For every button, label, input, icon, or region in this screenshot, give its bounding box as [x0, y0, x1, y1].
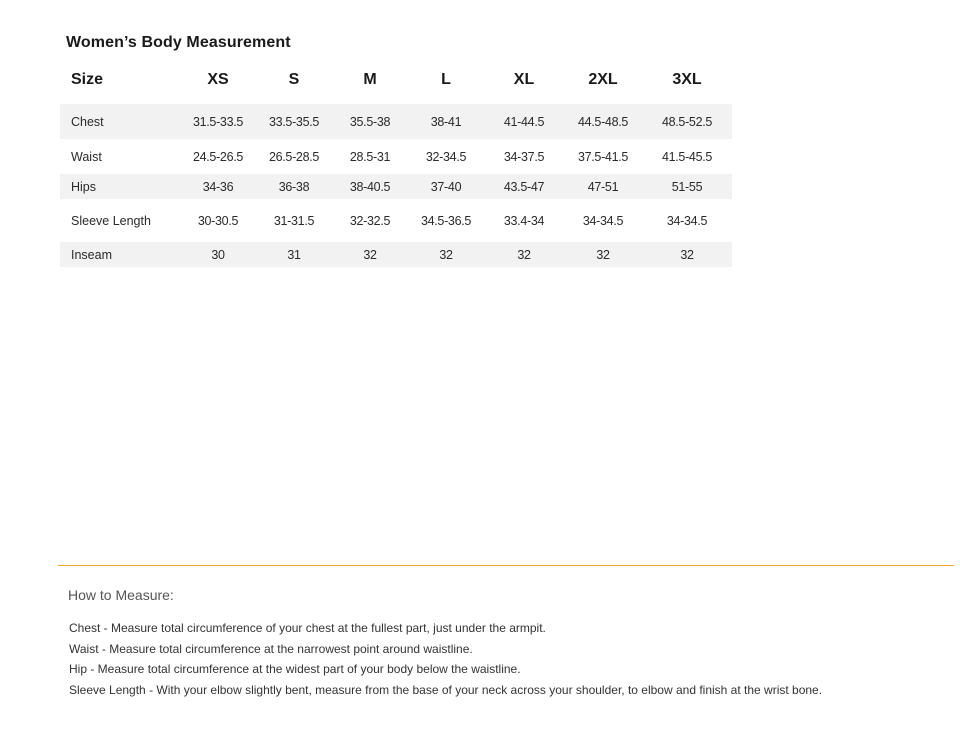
column-header-s: S [288, 71, 300, 88]
table-cell: 38-40.5 [332, 174, 408, 199]
column-header-3xl: 3XL [672, 71, 702, 88]
measure-instruction-waist: Waist - Measure total circumference at the narrowest point around waistline. [69, 641, 473, 656]
table-cell: 32 [642, 242, 732, 267]
table-cell: 32 [408, 242, 484, 267]
table-cell: 28.5-31 [349, 149, 391, 164]
section-divider [58, 565, 954, 566]
column-header-m: M [363, 71, 377, 88]
row-label: Sleeve Length [71, 213, 151, 228]
table-cell: 26.5-28.5 [268, 149, 320, 164]
table-cell: 51-55 [642, 174, 732, 199]
table-cell: 33.5-35.5 [256, 104, 332, 139]
how-to-measure-heading: How to Measure: [68, 587, 174, 603]
column-header-2xl: 2XL [588, 71, 618, 88]
measure-instruction-hip: Hip - Measure total circumference at the widest part of your body below the waistline. [69, 662, 521, 676]
column-header-size: Size [71, 71, 104, 88]
table-cell: 37-40 [408, 174, 484, 199]
table-cell: 48.5-52.5 [642, 104, 732, 139]
table-cell: 37.5-41.5 [577, 149, 629, 164]
chart-title: Women’s Body Measurement [66, 34, 291, 51]
table-cell: 31.5-33.5 [180, 104, 256, 139]
row-label: Hips [60, 174, 180, 199]
how-to-measure-list [69, 618, 949, 700]
table-cell: 47-51 [564, 174, 642, 199]
table-cell: 38-41 [408, 104, 484, 139]
column-header-xs: XS [207, 71, 229, 88]
table-cell: 34-37.5 [503, 149, 545, 164]
size-chart-table [60, 62, 732, 267]
table-cell: 36-38 [256, 174, 332, 199]
table-cell: 43.5-47 [484, 174, 564, 199]
table-cell: 30 [180, 242, 256, 267]
table-cell: 34-36 [180, 174, 256, 199]
table-row-chest [60, 104, 732, 139]
row-label: Waist [71, 149, 102, 164]
measure-instruction-chest: Chest - Measure total circumference of your chest at the fullest part, just under the armpit. [69, 621, 546, 635]
table-cell: 24.5-26.5 [192, 149, 244, 164]
table-cell: 34.5-36.5 [420, 213, 472, 228]
table-row-sleeve-length [60, 199, 732, 242]
table-row-waist [60, 139, 732, 174]
table-cell: 41-44.5 [484, 104, 564, 139]
table-row-hips [60, 174, 732, 199]
column-header-xl: XL [513, 71, 535, 88]
measure-instruction-sleeve: Sleeve Length - With your elbow slightly bent, measure from the base of your neck across your shoulder, to elbow and finish at the wrist bone. [69, 682, 823, 697]
table-cell: 32 [484, 242, 564, 267]
table-cell: 32 [564, 242, 642, 267]
table-cell: 30-30.5 [197, 213, 239, 228]
table-cell: 31 [256, 242, 332, 267]
row-label: Chest [60, 104, 180, 139]
table-row-inseam [60, 242, 732, 267]
row-label: Inseam [60, 242, 180, 267]
table-cell: 32-32.5 [349, 213, 391, 228]
table-cell: 34-34.5 [666, 213, 708, 228]
table-cell: 41.5-45.5 [661, 149, 713, 164]
table-cell: 35.5-38 [332, 104, 408, 139]
table-header-row [60, 62, 732, 98]
column-header-l: L [441, 71, 451, 88]
table-cell: 32 [332, 242, 408, 267]
table-cell: 34-34.5 [582, 213, 624, 228]
table-cell: 31-31.5 [273, 213, 315, 228]
table-cell: 44.5-48.5 [564, 104, 642, 139]
table-cell: 33.4-34 [503, 213, 545, 228]
table-cell: 32-34.5 [425, 149, 467, 164]
